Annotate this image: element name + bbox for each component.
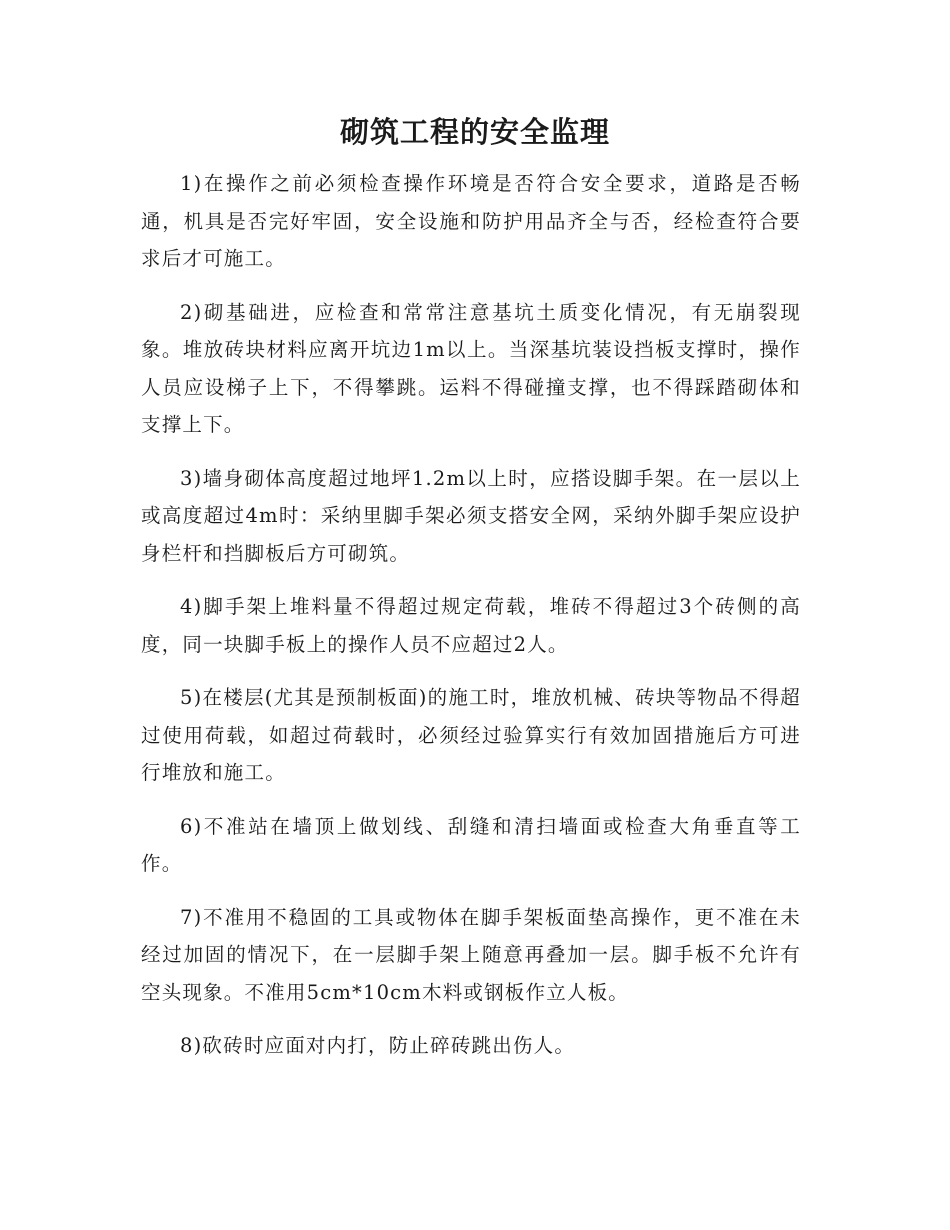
- paragraph-3: 3)墙身砌体高度超过地坪1.2m以上时，应搭设脚手架。在一层以上或高度超过4m时：采纳里脚手架必须支搭安全网，采纳外脚手架应设护身栏杆和挡脚板后方可砌筑。: [141, 466, 801, 565]
- paragraph-8: 8)砍砖时应面对内打，防止碎砖跳出伤人。: [180, 1034, 576, 1057]
- paragraph-2: 2)砌基础进，应检查和常常注意基坑土质变化情况，有无崩裂现象。堆放砖块材料应离开坑边1m以上。当深基坑装设挡板支撑时，操作人员应设梯子上下，不得攀跳。运料不得碰撞支撑，也不得踩踏砌体和支撑上下。: [141, 300, 801, 436]
- paragraph-7: 7)不准用不稳固的工具或物体在脚手架板面垫高操作，更不准在未经过加固的情况下，在一层脚手架上随意再叠加一层。脚手板不允许有空头现象。不准用5cm*10cm木料或钢板作立人板。: [141, 905, 801, 1004]
- document-body: [141, 165, 801, 1081]
- paragraph-1: 1)在操作之前必须检查操作环境是否符合安全要求，道路是否畅通，机具是否完好牢固，安全设施和防护用品齐全与否，经检查符合要求后才可施工。: [141, 172, 801, 270]
- paragraph-4: 4)脚手架上堆料量不得超过规定荷载，堆砖不得超过3个砖侧的高度，同一块脚手板上的操作人员不应超过2人。: [141, 595, 801, 656]
- paragraph-6: 6)不准站在墙顶上做划线、刮缝和清扫墙面或检查大角垂直等工作。: [141, 814, 801, 875]
- paragraph-5: 5)在楼层(尤其是预制板面)的施工时，堆放机械、砖块等物品不得超过使用荷载，如超过荷载时，必须经过验算实行有效加固措施后方可进行堆放和施工。: [141, 686, 801, 784]
- document-title: 砌筑工程的安全监理: [339, 115, 610, 149]
